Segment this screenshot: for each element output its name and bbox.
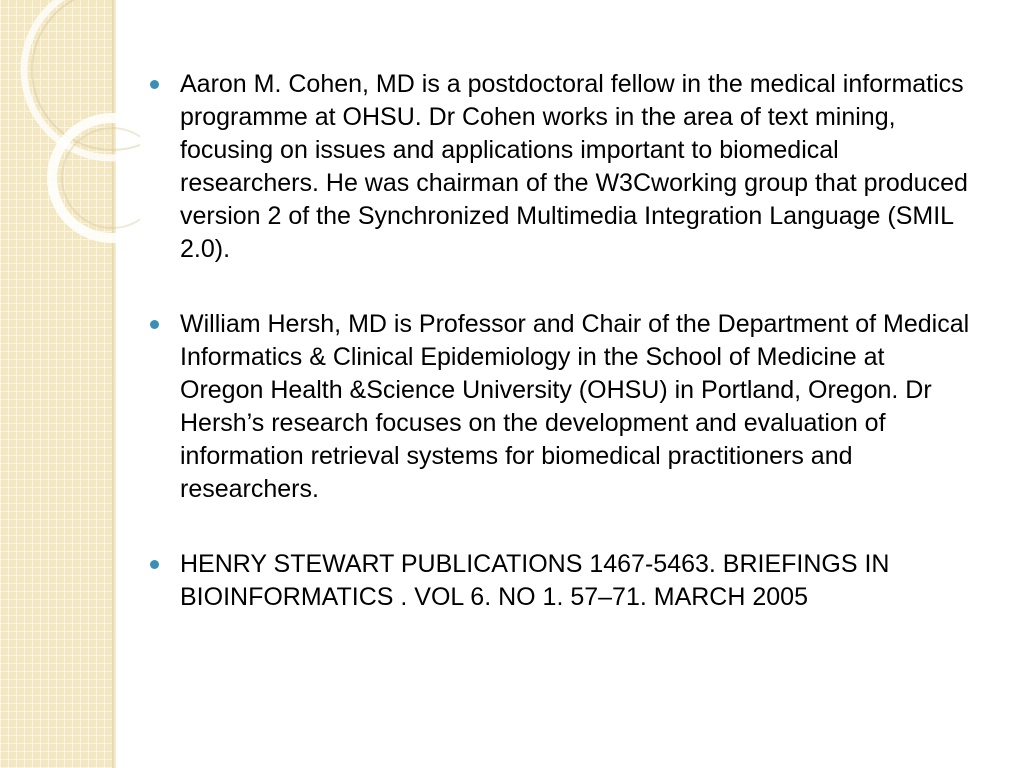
bullet-william-hersh <box>150 308 970 506</box>
bullet-text: Aaron M. Cohen, MD is a postdoctoral fellow in the medical informatics programme at OHSU. Dr Cohen works in the area of text mining, focusing on issues and applications important to biomedical researchers. He was chairman of the W3Cworking group that produced version 2 of the Synchronized Multimedia Integration Language (SMIL 2.0). <box>180 70 968 263</box>
bullet-dot-icon <box>150 320 159 329</box>
bullet-aaron-cohen <box>150 68 970 266</box>
bullet-dot-icon <box>150 80 159 89</box>
bullet-dot-icon <box>150 560 159 569</box>
bullet-publication <box>150 548 970 614</box>
decorative-rings-icon <box>0 0 140 300</box>
bullet-text: HENRY STEWART PUBLICATIONS 1467-5463. BRIEFINGS IN BIOINFORMATICS . VOL 6. NO 1. 57–71. MARCH 2005 <box>180 550 890 611</box>
bullet-text: William Hersh, MD is Professor and Chair of the Department of Medical Informatics & Clinical Epidemiology in the School of Medicine at Oregon Health &Science University (OHSU) in Portland, Oregon. Dr Hersh’s research focuses on the development and evaluation of information retrieval systems for biomedical practitioners and researchers. <box>180 310 970 503</box>
slide-content <box>150 68 970 614</box>
bullet-list <box>150 68 970 614</box>
